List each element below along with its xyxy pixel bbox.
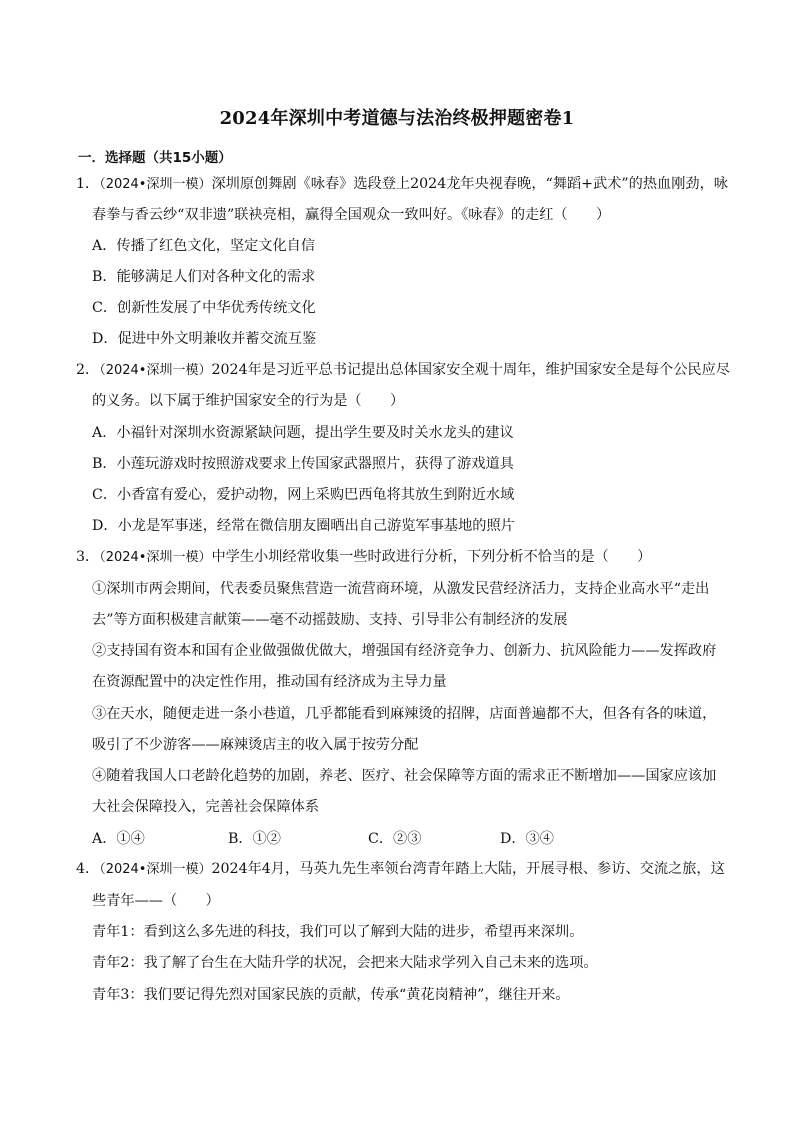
question-4-stem-line-1 <box>76 859 725 880</box>
question-3-item-line: 大社会保障投入，完善社会保障体系 <box>92 799 320 815</box>
question-number: 1． <box>76 176 100 192</box>
question-2-option-a: A．小福针对深圳水资源紧缺问题，提出学生要及时关水龙头的建议 <box>92 425 514 441</box>
question-3-choice-a: A．①④ <box>92 831 145 847</box>
question-4-quote-1: 青年1：看到这么多先进的科技，我们可以了解到大陆的进步，希望再来深圳。 <box>92 924 584 940</box>
question-1-option-b: B．能够满足人们对各种文化的需求 <box>92 269 316 285</box>
question-3-item-line: 去”等方面积极建言献策——毫不动摇鼓励、支持、引导非公有制经济的发展 <box>92 612 568 628</box>
question-1-option-d: D．促进中外文明兼收并蓄交流互鉴 <box>92 331 317 347</box>
question-1-stem-line-1 <box>76 174 728 195</box>
question-2-stem-line-2: 的义务。以下属于维护国家安全的行为是（ ） <box>92 393 405 409</box>
question-number: 3． <box>76 549 100 565</box>
question-4-quote-3: 青年3：我们要记得先烈对国家民族的贡献，传承“黄花岗精神”，继往开来。 <box>92 987 570 1003</box>
question-text: 中学生小圳经常收集一些时政进行分析，下列分析不恰当的是（ ） <box>211 549 652 565</box>
question-number: 4． <box>76 861 100 877</box>
question-3-choice-c: C．②③ <box>368 831 422 847</box>
question-4-stem-line-2: 些青年——（ ） <box>92 893 220 909</box>
question-3-item-line: 吸引了不少游客——麻辣烫店主的收入属于按劳分配 <box>92 737 419 753</box>
section-heading: 一．选择题（共15小题） <box>78 150 232 166</box>
question-4-quote-2: 青年2：我了解了台生在大陆升学的状况，会把来大陆求学列入自己未来的选项。 <box>92 955 598 971</box>
question-3-item-line: ③在天水，随便走进一条小巷道，几乎都能看到麻辣烫的招牌，店面普遍都不大，但各有各的味道， <box>92 706 717 722</box>
question-source: （2024•深圳一模） <box>99 862 212 877</box>
question-3-choice-b: B．①② <box>228 831 281 847</box>
question-text: 2024年4月，马英九先生率领台湾青年踏上大陆，开展寻根、参访、交流之旅，这 <box>211 861 725 877</box>
question-source: （2024•深圳一模） <box>99 550 212 565</box>
question-1-option-c: C．创新性发展了中华优秀传统文化 <box>92 300 316 316</box>
question-source: （2024•深圳一模） <box>99 177 212 192</box>
question-2-option-d: D．小龙是军事迷，经常在微信朋友圈晒出自己游览军事基地的照片 <box>92 518 515 534</box>
page-title: 2024年深圳中考道德与法治终极押题密卷1 <box>219 108 575 129</box>
question-2-stem-line-1 <box>76 360 730 381</box>
question-1-stem-line-2: 春拳与香云纱“双非遗”联袂亮相，赢得全国观众一致叫好。《咏春》的走红（ ） <box>92 207 611 223</box>
question-text: 深圳原创舞剧《咏春》选段登上2024龙年央视春晚，“舞蹈+武术”的热血刚劲，咏 <box>211 176 728 192</box>
question-source: （2024•深圳一模） <box>99 363 212 378</box>
question-2-option-c: C．小香富有爱心，爱护动物，网上采购巴西龟将其放生到附近水域 <box>92 487 515 503</box>
question-3-item-line: ①深圳市两会期间，代表委员聚焦营造一流营商环境，从激发民营经济活力，支持企业高水平“走出 <box>92 581 710 597</box>
question-3-choices <box>92 828 612 850</box>
question-3-item-line: 在资源配置中的决定性作用，推动国有经济成为主导力量 <box>92 674 447 690</box>
question-text: 2024年是习近平总书记提出总体国家安全观十周年，维护国家安全是每个公民应尽 <box>211 362 730 378</box>
question-2-option-b: B．小莲玩游戏时按照游戏要求上传国家武器照片，获得了游戏道具 <box>92 456 514 472</box>
question-1-option-a: A．传播了红色文化，坚定文化自信 <box>92 238 316 254</box>
question-3-choice-d: D．③④ <box>500 831 554 847</box>
question-3-item-line: ②支持国有资本和国有企业做强做优做大，增强国有经济竞争力、创新力、抗风险能力——发挥政府 <box>92 643 717 659</box>
question-number: 2． <box>76 362 100 378</box>
question-3-item-line: ④随着我国人口老龄化趋势的加剧，养老、医疗、社会保障等方面的需求正不断增加——国家应该加 <box>92 768 717 784</box>
question-3-stem-line-1 <box>76 547 651 568</box>
